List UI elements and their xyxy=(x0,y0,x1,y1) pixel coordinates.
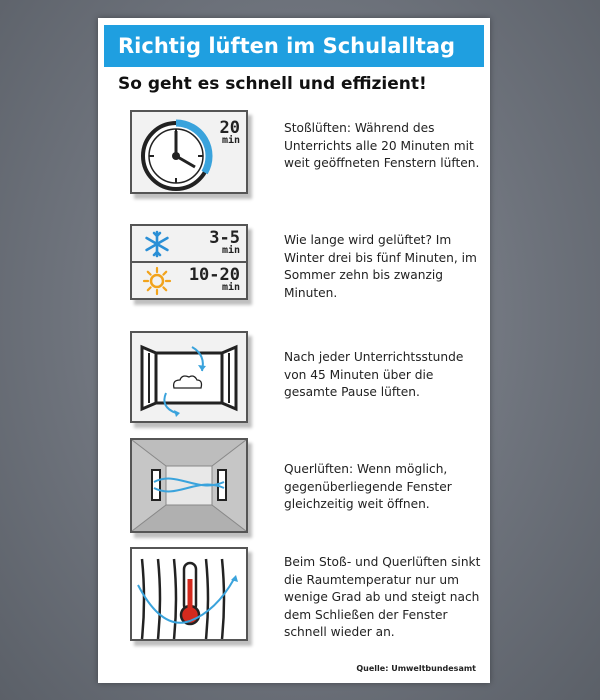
winter-unit: min xyxy=(221,245,240,256)
snowflake-icon xyxy=(142,229,172,259)
winter-value: 3-5 xyxy=(209,228,240,248)
poster-title: Richtig lüften im Schulalltag xyxy=(118,34,456,58)
poster-card xyxy=(98,18,490,683)
title-banner xyxy=(104,25,484,67)
summer-readout xyxy=(189,267,240,293)
poster-subtitle: So geht es schnell und effizient! xyxy=(118,74,427,94)
step-5-text: Beim Stoß- und Querlüften sinkt die Raumtemperatur nur um wenige Grad ab und steigt nach dem Schließen der Fenster schnell wieder an. xyxy=(284,555,481,639)
summer-row xyxy=(132,263,246,298)
timer-readout xyxy=(220,120,240,146)
open-window-graphic xyxy=(132,333,246,421)
timer-value: 20 xyxy=(219,118,240,138)
winter-readout xyxy=(209,230,240,256)
timer-unit: min xyxy=(221,135,240,146)
cross-ventilation-icon xyxy=(130,438,248,533)
step-1-text: Stoßlüften: Während des Unterrichts alle 20 Minuten mit weit geöffneten Fenstern lüften. xyxy=(284,121,480,170)
sun-icon xyxy=(142,266,172,296)
summer-value: 10-20 xyxy=(188,265,240,285)
step-2-text: Wie lange wird gelüftet? Im Winter drei bis fünf Minuten, im Sommer zehn bis zwanzig Minuten. xyxy=(284,233,477,300)
summer-unit: min xyxy=(221,282,240,293)
thermometer-icon xyxy=(130,547,248,641)
open-window-icon xyxy=(130,331,248,423)
step-3-text: Nach jeder Unterrichtsstunde von 45 Minuten über die gesamte Pause lüften. xyxy=(284,350,464,399)
cross-ventilation-graphic xyxy=(132,440,246,531)
season-duration-icon xyxy=(130,224,248,300)
step-4-text: Querlüften: Wenn möglich, gegenüberliegende Fenster gleichzeitig weit öffnen. xyxy=(284,462,452,511)
winter-row xyxy=(132,226,246,263)
thermometer-graphic xyxy=(132,549,246,639)
timer-icon xyxy=(130,110,248,194)
source-credit: Quelle: Umweltbundesamt xyxy=(356,664,476,673)
